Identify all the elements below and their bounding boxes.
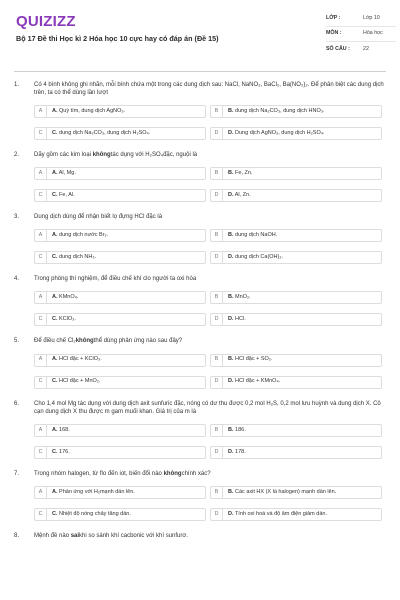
- option-body: dung dịch NH₃.: [59, 254, 97, 261]
- option-body: Dung dịch AgNO₃, dung dịch H₂SO₄.: [235, 129, 325, 136]
- answer-row: [34, 251, 386, 264]
- option-text: [223, 170, 252, 177]
- option-body: HCl đặc + KClO₃.: [59, 356, 102, 363]
- question-item: [14, 532, 386, 540]
- option-text: [47, 316, 76, 323]
- option-label: D.: [228, 510, 234, 517]
- option-letter-badge: B: [211, 168, 223, 179]
- option-letter-badge: B: [211, 487, 223, 498]
- option-text: [47, 356, 102, 363]
- question-text: [34, 532, 386, 540]
- option-label: A.: [52, 232, 58, 239]
- question-line: [14, 213, 386, 221]
- option-text: [223, 378, 280, 385]
- answer-option-d[interactable]: [210, 251, 382, 264]
- answer-row: [34, 424, 386, 437]
- question-text-part: tác dụng với H₂SO₄đặc, nguội là: [110, 152, 198, 159]
- option-text: [223, 449, 246, 456]
- answer-options: [34, 167, 386, 202]
- option-label: C.: [52, 316, 58, 323]
- question-text-part: thể dùng phản ứng nào sau đây?: [93, 338, 183, 345]
- question-line: [14, 81, 386, 97]
- option-label: D.: [228, 254, 234, 261]
- answer-option-b[interactable]: [210, 291, 382, 304]
- answer-option-c[interactable]: [34, 508, 206, 521]
- question-item: [14, 470, 386, 521]
- answer-row: [34, 354, 386, 367]
- option-letter-badge: C: [35, 377, 47, 388]
- meta-key: LỚP :: [326, 15, 341, 22]
- option-text: [47, 489, 135, 496]
- answer-row: [34, 127, 386, 140]
- meta-value: Lớp 10: [363, 15, 380, 22]
- option-letter-badge: D: [211, 447, 223, 458]
- option-letter-badge: A: [35, 487, 47, 498]
- question-list: [14, 72, 386, 540]
- option-text: [223, 254, 283, 261]
- option-label: A.: [52, 488, 58, 495]
- option-label: B.: [228, 426, 234, 433]
- option-letter-badge: D: [211, 314, 223, 325]
- answer-row: [34, 486, 386, 499]
- answer-option-b[interactable]: [210, 424, 382, 437]
- emphasis-text: không: [75, 338, 94, 345]
- option-body: dung dịch Na₂CO₃, dung dịch HNO₃.: [235, 107, 325, 114]
- question-item: [14, 151, 386, 202]
- meta-row-count: [326, 42, 396, 57]
- answer-option-a[interactable]: [34, 229, 206, 242]
- answer-option-d[interactable]: [210, 189, 382, 202]
- answer-option-c[interactable]: [34, 446, 206, 459]
- answer-option-a[interactable]: [34, 486, 206, 499]
- answer-option-d[interactable]: [210, 127, 382, 140]
- option-text: [223, 489, 336, 496]
- meta-row-subject: [326, 27, 396, 42]
- answer-option-b[interactable]: [210, 486, 382, 499]
- answer-options: [34, 354, 386, 389]
- answer-row: [34, 229, 386, 242]
- question-text: [34, 470, 386, 478]
- answer-row: [34, 189, 386, 202]
- option-body: Nhiệt độ nóng chảy tăng dần.: [59, 510, 131, 517]
- option-label: B.: [228, 107, 234, 114]
- option-letter-badge: B: [211, 355, 223, 366]
- option-text: [223, 192, 251, 199]
- option-letter-badge: C: [35, 314, 47, 325]
- question-number: 4.: [14, 276, 20, 283]
- answer-option-d[interactable]: [210, 313, 382, 326]
- option-text: [223, 294, 251, 301]
- answer-row: [34, 291, 386, 304]
- option-letter-badge: B: [211, 230, 223, 241]
- option-body: Phản ứng với H₂mạnh dần lên.: [59, 488, 135, 495]
- meta-table: [326, 12, 396, 57]
- option-body: KClO₃.: [59, 316, 76, 323]
- answer-option-b[interactable]: [210, 167, 382, 180]
- option-letter-badge: C: [35, 252, 47, 263]
- option-body: Al, Mg.: [58, 170, 76, 177]
- option-body: Quỳ tím, dung dịch AgNO₃.: [59, 107, 126, 114]
- option-body: Các axit HX (X là halogen) mạnh dần lên.: [235, 488, 337, 495]
- answer-option-a[interactable]: [34, 291, 206, 304]
- question-number: 3.: [14, 214, 20, 221]
- option-label: D.: [228, 316, 234, 323]
- option-text: [47, 449, 70, 456]
- option-letter-badge: D: [211, 128, 223, 139]
- answer-option-d[interactable]: [210, 508, 382, 521]
- option-body: dung dịch NaOH.: [235, 232, 278, 239]
- option-letter-badge: A: [35, 168, 47, 179]
- option-text: [47, 108, 125, 115]
- option-letter-badge: B: [211, 425, 223, 436]
- option-label: C.: [52, 192, 58, 199]
- option-label: B.: [228, 356, 234, 363]
- question-number: 8.: [14, 532, 20, 539]
- option-label: B.: [228, 294, 234, 301]
- option-body: Fe, Zn.: [235, 170, 253, 177]
- question-line: [14, 337, 386, 345]
- question-text: [34, 337, 386, 345]
- question-text: Có 4 bình không ghi nhãn, mỗi bình chứa một trong các dung dịch sau: NaCl, NaNO₃, BaCl₂, Ba(NO₃)₂. Để phân biệt các dung dịch trên, ta có thể dùng lần lượt: [34, 82, 384, 97]
- question-text-part: Dãy gồm các kim loại: [34, 152, 93, 159]
- option-letter-badge: A: [35, 292, 47, 303]
- option-label: D.: [228, 129, 234, 136]
- question-line: [14, 470, 386, 478]
- option-text: [47, 378, 100, 385]
- meta-value: 22: [363, 45, 369, 52]
- meta-row-class: [326, 12, 396, 27]
- meta-key: SỐ CÂU :: [326, 45, 350, 52]
- question-item: [14, 275, 386, 326]
- option-label: A.: [52, 426, 58, 433]
- question-text-part: Trong nhóm halogen, từ flo đến iot, biến đổi nào: [34, 470, 164, 477]
- question-text-part: Mệnh đề nào: [34, 532, 71, 539]
- option-label: A.: [52, 170, 58, 177]
- answer-option-d[interactable]: [210, 446, 382, 459]
- option-text: [223, 427, 246, 434]
- answer-option-b[interactable]: [210, 105, 382, 118]
- answer-row: [34, 105, 386, 118]
- option-text: [47, 232, 108, 239]
- answer-option-a[interactable]: [34, 354, 206, 367]
- answer-option-c[interactable]: [34, 189, 206, 202]
- option-text: [47, 192, 75, 199]
- option-letter-badge: B: [211, 106, 223, 117]
- option-letter-badge: D: [211, 509, 223, 520]
- question-number: 5.: [14, 338, 20, 345]
- answer-row: [34, 313, 386, 326]
- answer-option-c[interactable]: [34, 127, 206, 140]
- question-text-part: chính xác?: [181, 470, 211, 477]
- option-text: [47, 254, 96, 261]
- answer-row: [34, 167, 386, 180]
- quizizz-logo: QUIZIZZ: [16, 13, 76, 30]
- question-line: [14, 400, 386, 416]
- option-label: C.: [52, 378, 58, 385]
- question-text: [34, 151, 386, 159]
- option-body: HCl đặc + SO₂.: [235, 356, 273, 363]
- question-text: Trong phòng thí nghiệm, để điều chế khí clo người ta oxi hóa: [34, 276, 197, 283]
- option-body: Fe, Al.: [59, 192, 75, 199]
- question-number: 1.: [14, 82, 20, 88]
- option-label: A.: [52, 294, 58, 301]
- option-letter-badge: D: [211, 190, 223, 201]
- option-letter-badge: A: [35, 230, 47, 241]
- option-label: A.: [52, 356, 58, 363]
- option-body: 168.: [59, 426, 70, 433]
- meta-key: MÔN :: [326, 30, 342, 37]
- question-text: Cho 1,4 mol Mg tác dụng với dung dịch axit sunfuric đặc, nóng có dư thu được 0,2 mol H₂S, 0,2 mol lưu huỳnh và dung dịch X. Cô cạn dung dịch X thu được m gam muối khan. Giá trị của m là: [34, 400, 381, 415]
- option-text: [223, 356, 272, 363]
- answer-option-b[interactable]: [210, 354, 382, 367]
- option-letter-badge: C: [35, 128, 47, 139]
- answer-option-a[interactable]: [34, 167, 206, 180]
- option-body: HCl đặc + KMnO₄.: [235, 378, 281, 385]
- meta-value: Hóa học: [363, 30, 383, 37]
- option-label: C.: [52, 254, 58, 261]
- emphasis-text: không: [92, 152, 111, 159]
- option-letter-badge: C: [35, 509, 47, 520]
- option-body: KMnO₄.: [59, 294, 79, 301]
- emphasis-text: không: [163, 470, 182, 477]
- option-text: [47, 130, 150, 137]
- answer-option-a[interactable]: [34, 105, 206, 118]
- answer-row: [34, 508, 386, 521]
- option-text: [47, 294, 78, 301]
- option-body: HCl.: [235, 316, 246, 323]
- question-line: [14, 532, 386, 540]
- question-text-part: Để điều chế Cl₂: [34, 338, 76, 345]
- answer-options: [34, 291, 386, 326]
- answer-options: [34, 229, 386, 264]
- option-label: C.: [52, 129, 58, 136]
- option-body: dung dịch Ca(OH)₂.: [235, 254, 284, 261]
- question-number: 2.: [14, 152, 20, 159]
- option-body: Tính oxi hoá và độ âm điện giảm dần.: [234, 510, 327, 517]
- option-body: 186.: [235, 426, 246, 433]
- option-text: [223, 316, 246, 323]
- option-letter-badge: A: [35, 106, 47, 117]
- option-label: A.: [52, 107, 58, 114]
- option-letter-badge: B: [211, 292, 223, 303]
- option-body: MnO₂.: [235, 294, 251, 301]
- option-body: dung dịch Na₂CO₃, dung dịch H₂SO₄.: [59, 129, 151, 136]
- option-text: [223, 511, 327, 518]
- question-line: [14, 275, 386, 283]
- option-text: [223, 108, 325, 115]
- question-text: Dung dịch dùng để nhận biết lọ đựng HCl đặc là: [34, 214, 163, 221]
- question-number: 7.: [14, 470, 20, 477]
- option-text: [223, 130, 325, 137]
- option-body: 176.: [59, 448, 70, 455]
- option-letter-badge: C: [35, 190, 47, 201]
- answer-option-c[interactable]: [34, 251, 206, 264]
- option-text: [223, 232, 277, 239]
- answer-options: [34, 486, 386, 521]
- answer-row: [34, 446, 386, 459]
- answer-option-c[interactable]: [34, 313, 206, 326]
- option-label: B.: [228, 170, 234, 177]
- page-title: Bộ 17 Đề thi Học kì 2 Hóa học 10 cực hay có đáp án (Đề 15): [16, 34, 219, 43]
- option-letter-badge: A: [35, 425, 47, 436]
- option-body: dung dịch nước Br₂.: [59, 232, 109, 239]
- worksheet-header: [14, 0, 386, 72]
- option-letter-badge: C: [35, 447, 47, 458]
- question-number: 6.: [14, 400, 20, 407]
- question-text-part: khi so sánh khí cacbonic với khí sunfurơ.: [79, 532, 188, 539]
- option-letter-badge: D: [211, 377, 223, 388]
- option-text: [47, 427, 70, 434]
- option-text: [47, 170, 76, 177]
- option-label: C.: [52, 510, 58, 517]
- answer-option-b[interactable]: [210, 229, 382, 242]
- answer-option-d[interactable]: [210, 376, 382, 389]
- answer-option-c[interactable]: [34, 376, 206, 389]
- option-label: B.: [228, 488, 234, 495]
- answer-options: [34, 424, 386, 459]
- question-item: [14, 213, 386, 264]
- option-body: Al, Zn.: [234, 192, 251, 199]
- option-label: D.: [228, 448, 234, 455]
- emphasis-text: sai: [70, 532, 80, 539]
- answer-option-a[interactable]: [34, 424, 206, 437]
- option-body: HCl đặc + MnO₂.: [59, 378, 101, 385]
- option-label: B.: [228, 232, 234, 239]
- question-item: [14, 337, 386, 388]
- option-text: [47, 511, 131, 518]
- option-letter-badge: D: [211, 252, 223, 263]
- option-letter-badge: A: [35, 355, 47, 366]
- question-line: [14, 151, 386, 159]
- answer-row: [34, 376, 386, 389]
- question-item: [14, 81, 386, 140]
- question-item: [14, 400, 386, 459]
- option-label: D.: [228, 378, 234, 385]
- option-label: C.: [52, 448, 58, 455]
- option-label: D.: [228, 192, 234, 199]
- option-body: 178.: [235, 448, 246, 455]
- answer-options: [34, 105, 386, 140]
